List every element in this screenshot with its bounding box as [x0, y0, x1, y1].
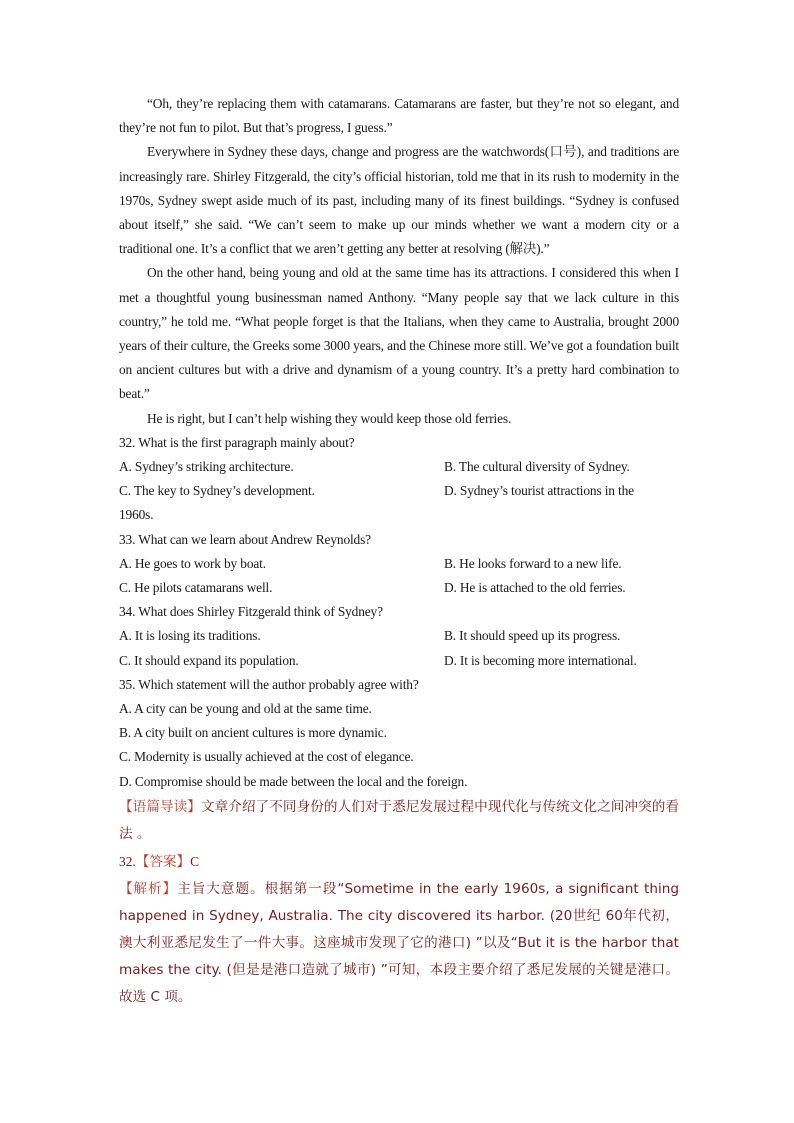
question-32-option-d-continued: 1960s.: [119, 507, 154, 523]
question-34-option-b: B. It should speed up its progress.: [444, 628, 621, 644]
question-33-options-row-1: [119, 552, 679, 576]
question-35-option-a: A. A city can be young and old at the same time.: [119, 700, 372, 716]
question-33-option-d: D. He is attached to the old ferries.: [444, 580, 626, 596]
explanation: [119, 876, 679, 1011]
question-33-options-row-2: [119, 576, 679, 600]
question-33-stem: 33. What can we learn about Andrew Reynolds?: [119, 531, 371, 547]
explanation-label: 【解析】: [119, 880, 178, 897]
question-32-option-d: D. Sydney’s tourist attractions in the: [444, 483, 634, 499]
document-page: [119, 92, 679, 1011]
question-34-options-row-2: [119, 649, 679, 673]
question-35-option-c: C. Modernity is usually achieved at the cost of elegance.: [119, 749, 414, 765]
question-33-option-b: B. He looks forward to a new life.: [444, 555, 622, 571]
question-35-option-d: D. Compromise should be made between the local and the foreign.: [119, 773, 468, 789]
question-35-option-b: B. A city built on ancient cultures is more dynamic.: [119, 725, 387, 741]
question-34-option-c: C. It should expand its population.: [119, 652, 299, 668]
answer-question-number: 32.: [119, 853, 136, 869]
passage-paragraph-4: He is right, but I can’t help wishing they would keep those old ferries.: [147, 410, 512, 426]
question-34-stem: 34. What does Shirley Fitzgerald think of Sydney?: [119, 604, 383, 620]
question-33-option-a: A. He goes to work by boat.: [119, 555, 266, 571]
question-33-option-c: C. He pilots catamarans well.: [119, 580, 273, 596]
answer-value: C: [190, 853, 200, 869]
passage-paragraph-3: On the other hand, being young and old at the same time has its attractions. I considered this when I met a thoughtful young businessman named Anthony. “Many people say that we lack culture in this country,” he told me. “What people forget is that the Italians, when they came to Australia, brought 2000 years of their culture, the Greeks some 3000 years, and the Chinese more still. We’ve got a foundation built on ancient cultures but with a drive and dynamism of a young country. It’s a pretty hard combination to beat.”: [119, 265, 679, 402]
explanation-text: 主旨大意题。根据第一段“Sometime in the early 1960s, a significant thing happened in Sydney, Australia. The city discovered its harbor. (20世纪 60年代初，澳大利亚悉尼发生了一件大事。这座城市发现了它的港口) ”以及“But it is the harbor that makes the city. (但是是港口造就了城市) ”可知，本段主要介绍了悉尼发展的关键是港口。故选 C 项。: [119, 880, 679, 1005]
passage-paragraph-2: Everywhere in Sydney these days, change and progress are the watchwords(口号), and traditions are increasingly rare. Shirley Fitzgerald, the city’s official historian, told me that in its rush to modernity in the 1970s, Sydney swept aside much of its past, including many of its finest buildings. “Sydney is confused about itself,” she said. “We can’t seem to make up our minds whether we want a modern city or a traditional one. It’s a conflict that we aren’t getting any better at resolving (解决).”: [119, 144, 679, 257]
question-34-options-row-1: [119, 624, 679, 648]
question-35-stem: 35. Which statement will the author probably agree with?: [119, 676, 419, 692]
analysis-section: [119, 794, 679, 1011]
answer-line: [119, 848, 679, 876]
question-32-option-c: C. The key to Sydney’s development.: [119, 483, 315, 499]
question-34-option-d: D. It is becoming more international.: [444, 652, 637, 668]
discourse-guide: [119, 794, 679, 848]
question-34-option-a: A. It is losing its traditions.: [119, 628, 261, 644]
question-32-option-b: B. The cultural diversity of Sydney.: [444, 459, 630, 475]
answer-label: 【答案】: [135, 853, 191, 870]
question-32-stem: 32. What is the first paragraph mainly about?: [119, 434, 355, 450]
question-32-options-row-1: [119, 455, 679, 479]
passage-paragraph-1: “Oh, they’re replacing them with catamarans. Catamarans are faster, but they’re not so elegant, and they’re not fun to pilot. But that’s progress, I guess.”: [119, 96, 679, 136]
discourse-guide-text: 文章介绍了不同身份的人们对于悉尼发展过程中现代化与传统文化之间冲突的看法 。: [119, 798, 680, 842]
question-32-options-row-2: [119, 479, 679, 503]
discourse-guide-label: 【语篇导读】: [119, 798, 201, 815]
question-32-option-a: A. Sydney’s striking architecture.: [119, 459, 294, 475]
